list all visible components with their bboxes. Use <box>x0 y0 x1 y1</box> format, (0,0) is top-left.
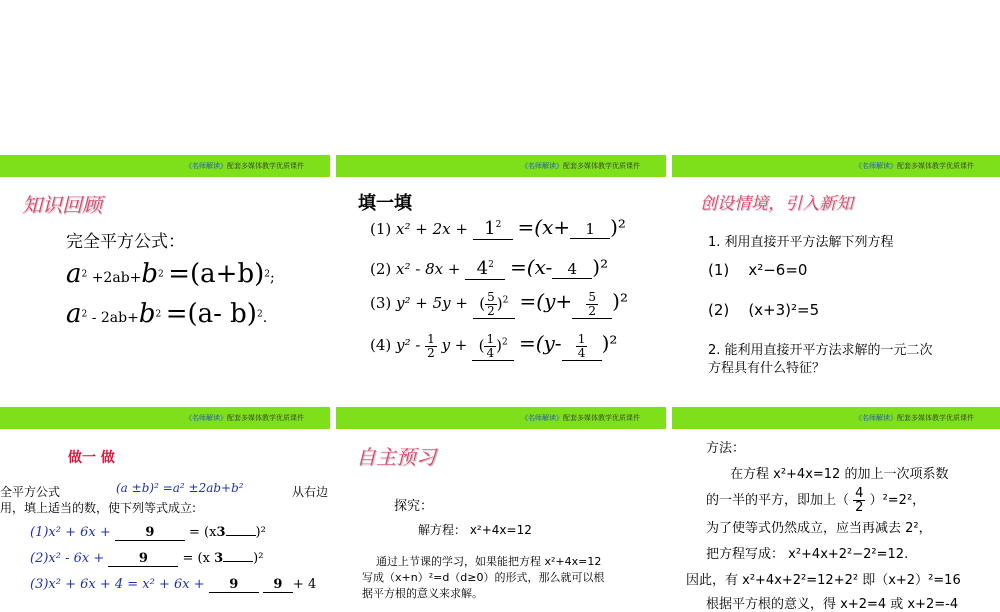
header-caption: 《名师解读》配套多媒体教学优质课件 <box>185 414 304 422</box>
answer-blank[interactable] <box>223 561 253 562</box>
answer-blank[interactable]: $\frac{5}{2}$ <box>572 291 612 319</box>
question-1: 1. 利用直接开平方法解下列方程 <box>708 235 894 250</box>
answer-blank[interactable]: 1 <box>570 220 610 239</box>
method-line-5: 因此，有 x²+4x+2²=12+2² 即（x+2）²=16 <box>686 573 961 588</box>
paragraph-line-1: 通过上节课的学习，如果能把方程 x²+4x=12 <box>376 555 602 568</box>
answer-blank[interactable]: 9 <box>115 525 185 541</box>
slide-self-preview[interactable] <box>336 407 666 600</box>
fill-row-3: (3) y² + 5y + ( $\frac{5}{2}$ )$^2$ =(y+ $\frac{5}{2}$ )² <box>370 289 628 318</box>
header-caption: 《名师解读》配套多媒体教学优质课件 <box>855 162 974 170</box>
slide-title: 自主预习 <box>356 445 436 469</box>
slide-try-it[interactable] <box>0 407 330 600</box>
paragraph-line-3: 据平方根的意义来求解。 <box>362 587 483 600</box>
try-row-3: (3)x² + 6x + 4 = x² + 6x + 9 9 + 4 <box>30 577 317 592</box>
paragraph-line-2: 写成（x+n）²=d（d≥0）的形式，那么就可以根 <box>362 571 605 584</box>
answer-blank[interactable]: ( $\frac{5}{2}$ )$^2$ <box>473 291 515 319</box>
slide-header-bar <box>672 407 1000 429</box>
solve-equation: 解方程： x²+4x=12 <box>418 523 532 537</box>
method-line-4: 把方程写成： x²+4x+2²−2²=12. <box>706 547 909 562</box>
answer-blank[interactable]: $4^2$ <box>465 258 505 280</box>
slide-header-bar <box>672 155 1000 177</box>
explore-label: 探究： <box>394 499 434 514</box>
slide-fill-in[interactable] <box>336 155 666 401</box>
slide-title: 做一 做 <box>68 450 115 466</box>
formula-label: 全平方公式 <box>0 485 61 499</box>
from-right: 从右边 <box>292 485 329 499</box>
fill-row-1: (1) $x^2 + 2x + 1^2 =(x+ 1$ )² <box>370 215 626 239</box>
question-2-line-1: 2. 能利用直接开平方法求解的一元二次 <box>708 343 933 358</box>
answer-blank[interactable]: $\frac{1}{4}$ <box>562 333 602 361</box>
method-line-6: 根据平方根的意义，得 x+2=4 或 x+2=-4 <box>706 597 959 612</box>
method-line-3: 为了使等式仍然成立，应当再减去 2²， <box>706 521 932 536</box>
header-caption: 《名师解读》配套多媒体教学优质课件 <box>521 162 640 170</box>
slide-header-bar <box>0 407 330 429</box>
fill-row-2: (2) $x^2 - 8x + 4^2 =(x-$ 4 )² <box>370 255 609 279</box>
slide-title: 知识回顾 <box>22 193 102 217</box>
answer-blank[interactable]: 9 <box>108 551 178 567</box>
slide-header-bar <box>0 155 330 177</box>
fill-row-4: (4) y² - $\frac{1}{2}$ y + ( $\frac{1}{4}$ )$^2$ =(y- $\frac{1}{4}$ )² <box>370 331 618 360</box>
slide-header-bar <box>336 407 666 429</box>
method-label: 方法： <box>706 441 746 456</box>
slide-method[interactable] <box>672 407 1000 612</box>
formula: (a ±b)² =a² ±2ab+b² <box>116 481 244 495</box>
formula-line-2: $a^2 - 2ab+b^2 =(a-$ b)$^2$. <box>66 299 268 329</box>
header-caption: 《名师解读》配套多媒体教学优质课件 <box>521 414 640 422</box>
slide-new-knowledge[interactable] <box>672 155 1000 401</box>
method-line-1: 在方程 x²+4x=12 的加上一次项系数 <box>730 467 949 482</box>
header-caption: 《名师解读》配套多媒体教学优质课件 <box>855 414 974 422</box>
slide-title: 填一填 <box>358 193 412 214</box>
method-line-2: 的一半的平方，即加上（ $\frac{4}{2}$ ）²=2²， <box>706 486 926 515</box>
answer-blank[interactable]: $1^2$ <box>473 218 513 240</box>
subtitle: 完全平方公式： <box>66 232 185 252</box>
try-row-2: (2)x² - 6x + 9 = (x 3 )² <box>30 551 264 566</box>
answer-blank[interactable] <box>226 535 256 536</box>
answer-blank[interactable]: 4 <box>552 260 592 279</box>
slide-header-bar <box>336 155 666 177</box>
slide-title: 创设情境，引入新知 <box>700 194 853 214</box>
equation-2: (2) (x+3)²=5 <box>708 301 820 319</box>
instruction: 用，填上适当的数，使下列等式成立: <box>0 501 197 515</box>
try-row-1: (1)x² + 6x + 9 = (x3 )² <box>30 525 266 540</box>
formula-line-1: $a^2 +2ab+b^2 =(a+b)^2$; <box>66 259 275 289</box>
answer-blank[interactable]: 9 <box>263 577 293 593</box>
answer-blank[interactable]: ( $\frac{1}{4}$ )$^2$ <box>472 333 514 361</box>
header-caption: 《名师解读》配套多媒体教学优质课件 <box>185 162 304 170</box>
answer-blank[interactable]: 9 <box>209 577 259 593</box>
question-2-line-2: 方程具有什么特征？ <box>708 361 826 376</box>
equation-1: (1) x²−6=0 <box>708 261 808 279</box>
slide-knowledge-review[interactable] <box>0 155 330 401</box>
